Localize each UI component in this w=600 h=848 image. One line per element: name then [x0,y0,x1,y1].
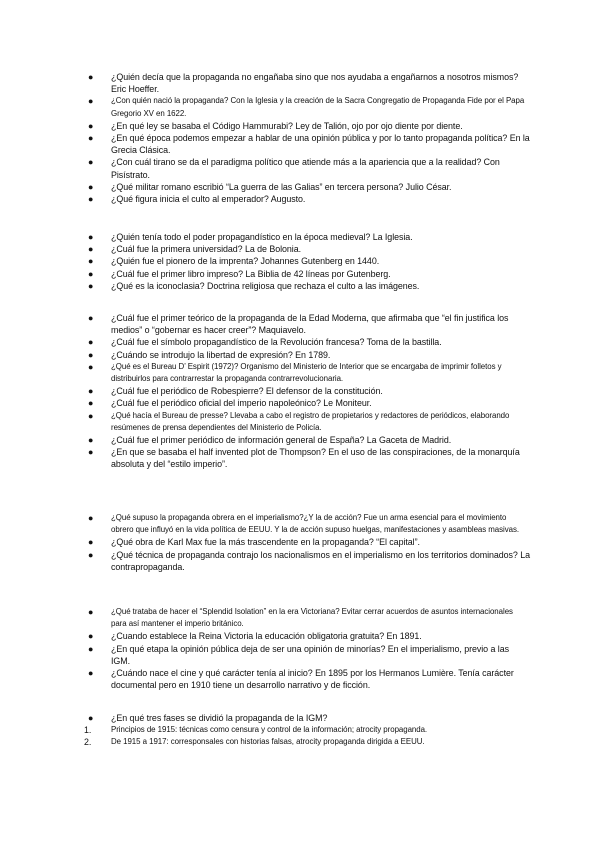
bullet-icon: ● [88,268,94,279]
numbered-item-text: Principios de 1915: técnicas como censura y control de la información; atrocity propaganda. [111,725,428,734]
list-item-text: ¿Cuál fue el primer teórico de la propaganda de la Edad Moderna, que afirmaba que “el fin justifica los medios” o “gobernar es hacer creer”? Maquiavelo. [111,313,509,336]
bullet-icon: ● [88,194,94,205]
list-item-text: ¿Qué es el Bureau D’ Espirit (1972)? Organismo del Ministerio de Interior que se encargaba de imprimir folletos y distribuirlos para contrarrestar la propaganda contrarrevolucionaria. [111,361,502,384]
list-item [0,606,600,630]
list-item-text: ¿Qué es la iconoclasia? Doctrina religiosa que rechaza el culto a las imágenes. [111,280,420,291]
list-item [0,120,600,132]
list-item [0,132,600,156]
list-item-text: ¿En qué etapa la opinión pública deja de ser una opinión de minorías? En el imperialismo, previo a las IGM. [111,643,509,666]
list-item-text: ¿En que se basaba el half invented plot de Thompson? En el uso de las conspiraciones, de la monarquía absoluta y del “estilo imperio”. [111,447,520,470]
list-item [0,95,600,119]
bullet-icon: ● [88,643,94,654]
list-item-text: ¿Cuando establece la Reina Victoria la educación obligatoria gratuita? En 1891. [111,631,422,642]
list-item-text: ¿En qué época podemos empezar a hablar de una opinión pública y por lo tanto propaganda política? En la Grecia Clásica. [111,133,530,156]
item-number: 2. [84,737,92,748]
section-medieval [0,231,600,292]
bullet-icon: ● [88,337,94,348]
list-item-text: ¿En qué tres fases se dividió la propaganda de la IGM? [111,713,328,723]
list-item-text: ¿Quién tenía todo el poder propagandístico en la época medieval? La Iglesia. [111,232,413,242]
bullet-icon: ● [88,256,94,267]
list-item [0,280,600,292]
list-item [0,268,600,280]
list-item [0,312,600,336]
list-item-text: ¿Con quién nació la propaganda? Con la Iglesia y la creación de la Sacra Congregatio de Propaganda Fide por el Papa Gregorio XV en 1622. [111,96,525,118]
section-modern [0,312,600,471]
bullet-icon: ● [88,72,94,82]
section-antiquity [0,71,600,205]
list-item-text: ¿Qué trataba de hacer el “Splendid Isolation” en la era Victoriana? Evitar cerrar acuerdos de asuntos internacionales para así mantener el imperio británico. [111,607,513,629]
numbered-item-text: De 1915 a 1917: corresponsales con historias falsas, atrocity propaganda dirigida a EEUU. [111,737,425,747]
list-item [0,193,600,205]
bullet-icon: ● [88,181,94,192]
bullet-icon: ● [88,232,94,242]
bullet-icon: ● [88,120,94,131]
list-item [0,667,600,691]
list-item [0,512,600,536]
bullet-icon: ● [88,513,94,523]
section-victorian [0,606,600,691]
bullet-icon: ● [88,398,94,409]
list-item-text: ¿Con cuál tirano se da el paradigma político que atiende más a la apariencia que a la realidad? Con Pisístrato. [111,157,500,180]
bullet-icon: ● [88,96,94,107]
list-item [0,71,600,95]
bullet-icon: ● [88,668,94,679]
list-item-text: ¿Cuándo se introdujo la libertad de expresión? En 1789. [111,349,331,360]
bullet-icon: ● [88,157,94,168]
list-item [0,549,600,573]
list-item-text: ¿Qué supuso la propaganda obrera en el imperialismo?¿Y la de acción? Fue un arma esencial para el movimiento obrero que influyó en la vida política de EEUU. Y la de acción supuso huelgas, manifestaciones y asambleas masivas. [111,513,520,535]
numbered-item [0,736,600,748]
list-item [0,349,600,361]
list-item-text: ¿Qué técnica de propaganda contrajo los nacionalismos en el imperialismo en los territorios dominados? La contrapropaganda. [111,549,531,572]
bullet-icon: ● [88,447,94,458]
list-item-text: ¿Qué figura inicia el culto al emperador? Augusto. [111,194,306,205]
ww1-phases-list [0,724,600,748]
list-item [0,536,600,548]
list-item-text: ¿Cuál fue el periódico oficial del imperio napoleónico? Le Moniteur. [111,398,372,409]
list-item [0,361,600,385]
list-item [0,181,600,193]
bullet-icon: ● [88,607,94,617]
bullet-icon: ● [88,410,94,421]
list-item-text: ¿Quién decía que la propaganda no engañaba sino que nos ayudaba a engañarnos a nosotros mismos? Eric Hoeffer. [111,72,519,95]
list-item-text: ¿Cuál fue el primer libro impreso? La Biblia de 42 líneas por Gutenberg. [111,268,391,279]
list-item-text: ¿Cuál fue el primer periódico de información general de España? La Gaceta de Madrid. [111,435,452,446]
item-number: 1. [84,725,92,735]
list-item-text: ¿Qué militar romano escribió “La guerra de las Galias” en tercera persona? Julio César. [111,181,452,192]
bullet-icon: ● [88,361,94,372]
list-item [0,643,600,667]
bullet-icon: ● [88,435,94,446]
bullet-icon: ● [88,244,94,255]
numbered-item [0,724,600,736]
section-ww1 [0,712,600,724]
bullet-icon: ● [88,537,94,548]
bullet-icon: ● [88,280,94,291]
list-item [0,434,600,446]
list-item [0,385,600,397]
list-item [0,156,600,180]
list-item-text: ¿En qué ley se basaba el Código Hammurabi? Ley de Talión, ojo por ojo diente por diente. [111,120,463,131]
bullet-icon: ● [88,549,94,560]
bullet-icon: ● [88,386,94,397]
list-item-text: ¿Qué hacía el Bureau de presse? Llevaba a cabo el registro de propietarios y redactores de periódicos, elaborando resúmenes de prensa dependientes del Ministerio de Policía. [111,410,510,432]
list-item-text: ¿Cuál fue la primera universidad? La de Bolonia. [111,244,302,255]
bullet-icon: ● [88,631,94,642]
bullet-icon: ● [88,349,94,360]
bullet-icon: ● [88,133,94,144]
section-imperialism [0,512,600,573]
list-item-text: ¿Cuándo nace el cine y qué carácter tenía al inicio? En 1895 por los Hermanos Lumière. Tenía carácter documental pero en 1910 tiene un desarrollo narrativo y de ficción. [111,668,514,691]
list-item [0,410,600,434]
bullet-icon: ● [88,713,94,723]
list-item [0,255,600,267]
bullet-icon: ● [88,313,94,323]
list-item [0,630,600,642]
list-item-text: ¿Qué obra de Karl Max fue la más trascendente en la propaganda? “El capital”. [111,537,420,548]
list-item [0,231,600,243]
list-item [0,446,600,470]
list-item-text: ¿Cuál fue el periódico de Robespierre? El defensor de la constitución. [111,386,383,397]
list-item [0,712,600,724]
list-item [0,243,600,255]
list-item [0,336,600,348]
list-item-text: ¿Cuál fue el símbolo propagandístico de la Revolución francesa? Toma de la bastilla. [111,337,442,348]
list-item [0,397,600,409]
list-item-text: ¿Quién fue el pionero de la imprenta? Johannes Gutenberg en 1440. [111,256,380,267]
